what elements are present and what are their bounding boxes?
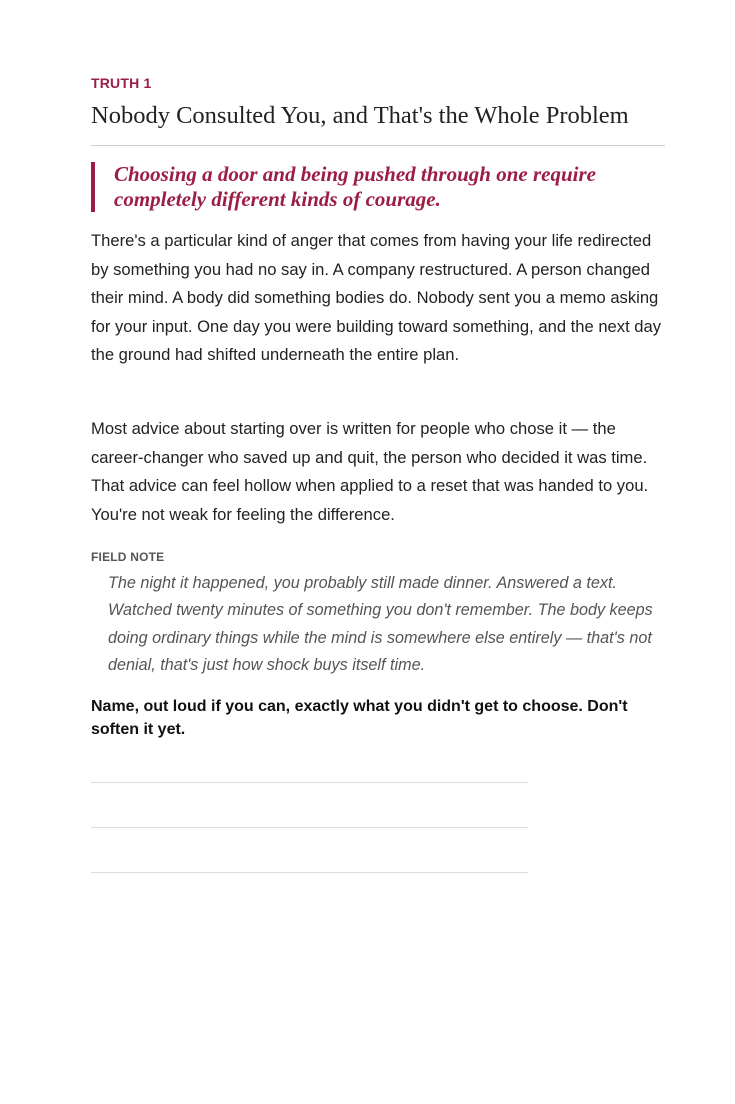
body-paragraph-1: There's a particular kind of anger that comes from having your life redirected by something you had no say in. A company restructured. A person changed their mind. A body did something bodies do. Nobody sent you a memo asking for your input. One day you were building toward something, and the next day the ground had shifted underneath the entire plan. — [91, 231, 662, 365]
reflection-prompt: Name, out loud if you can, exactly what you didn't get to choose. Don't soften it yet. — [91, 698, 628, 738]
field-note-label: FIELD NOTE — [91, 550, 165, 564]
writing-line-3[interactable] — [91, 872, 528, 873]
body-paragraph-2: Most advice about starting over is written for people who chose it — the career-changer who saved up and quit, the person who decided it was time. That advice can feel hollow when applied to a reset that was handed to you. You're not weak for feeling the difference. — [91, 419, 649, 524]
pullquote-text: Choosing a door and being pushed through one require completely different kinds of courage. — [114, 162, 596, 211]
title-divider — [91, 145, 665, 146]
field-note-text: The night it happened, you probably still made dinner. Answered a text. Watched twenty minutes of something you don't remember. The body keeps doing ordinary things while the mind is somewhere else entirely — that's not denial, that's just how shock buys itself time. — [108, 574, 653, 674]
section-eyebrow: TRUTH 1 — [91, 75, 152, 91]
pullquote — [91, 162, 665, 212]
section-title: Nobody Consulted You, and That's the Whole Problem — [91, 102, 629, 129]
writing-line-1[interactable] — [91, 782, 528, 783]
writing-line-2[interactable] — [91, 827, 528, 828]
